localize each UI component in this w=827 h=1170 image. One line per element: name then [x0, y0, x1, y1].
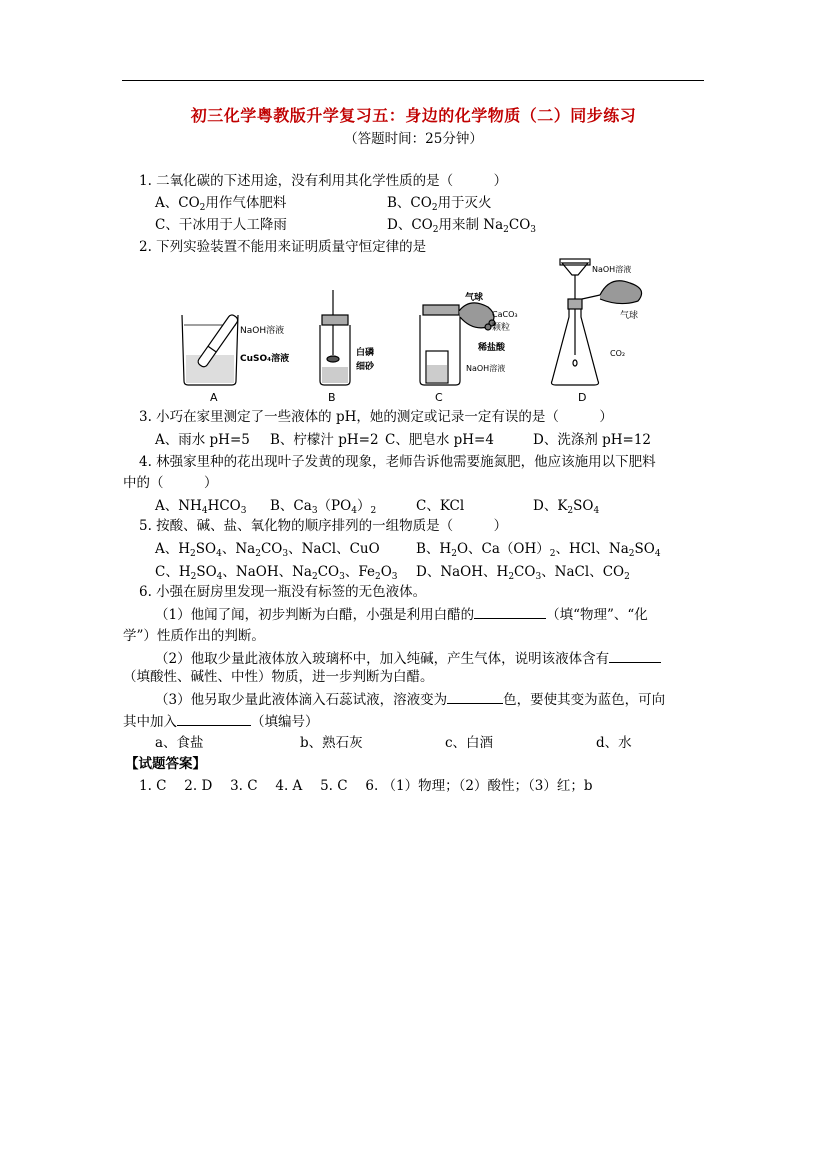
q5-option-d: D、NaOH、$H_2CO_3$、NaCl、$CO_2$ [416, 564, 630, 582]
q3-option-a: A、雨水 pH=5 [155, 432, 250, 448]
q1-option-d: D、$CO_2$用来制 $Na_2CO_3$ [387, 217, 536, 235]
answer-time: （答题时间：25分钟） [344, 131, 483, 147]
q6-option-a: a、食盐 [155, 735, 204, 751]
label-b: B [328, 391, 336, 404]
q4-option-d: D、$K_2SO_4$ [533, 498, 600, 516]
apparatus-d [552, 259, 642, 385]
top-rule [122, 80, 704, 81]
q5-option-b: B、$H_2O$、$Ca(OH)_2$、HCl、$Na_2SO_4$ [416, 541, 661, 559]
q3-option-b: B、柠檬汁 pH=2 [270, 432, 379, 448]
q6-part-1: （1）他闻了闻，初步判断为白醋，小强是利用白醋的 （填“物理”、“化 [155, 607, 648, 623]
answers-heading: 【试题答案】 [125, 756, 206, 772]
q3-option-c: C、肥皂水 pH=4 [385, 432, 494, 448]
label-b-sand: 细砂 [356, 362, 375, 372]
label-c-caco3: CaCO₃ [492, 310, 518, 319]
q1-stem: 1. 二氧化碳的下述用途，没有利用其化学性质的是（ ） [139, 173, 508, 189]
apparatus-b [320, 290, 350, 385]
q6-part-3: （3）他另取少量此液体滴入石蕊试液，溶液变为 色，要使其变为蓝色，可向 [155, 692, 666, 708]
answer-blank-3[interactable] [447, 690, 503, 704]
label-a: A [210, 391, 218, 404]
answer-blank-4[interactable] [177, 712, 251, 726]
q5-option-a: A、$H_2SO_4$、$Na_2CO_3$、NaCl、CuO [155, 541, 380, 559]
q6-stem: 6. 小强在厨房里发现一瓶没有标签的无色液体。 [139, 584, 427, 600]
label-c: C [435, 391, 443, 404]
label-c-grain: 颗粒 [492, 323, 511, 333]
q2-stem: 2. 下列实验装置不能用来证明质量守恒定律的是 [139, 239, 427, 255]
q4-option-c: C、KCl [416, 498, 465, 514]
apparatus-a [182, 313, 239, 385]
q4-stem-2: 中的（ ） [123, 475, 218, 491]
label-b-phosphorus: 白磷 [356, 348, 375, 358]
label-a-naoh: NaOH溶液 [240, 326, 285, 336]
q6-option-c: c、白酒 [445, 735, 494, 751]
answer-blank-2[interactable] [609, 649, 661, 663]
page-title: 初三化学粤教版升学复习五：身边的化学物质（二）同步练习 [190, 106, 637, 125]
q6-option-d: d、水 [596, 735, 632, 751]
q1-option-c: C、干冰用于人工降雨 [155, 217, 287, 233]
answers-text: 1. C 2. D 3. C 4. A 5. C 6. （1）物理；（2）酸性；（3）红；b [139, 778, 593, 794]
q2-apparatus-figure [170, 255, 650, 405]
q6-part-2: （2）他取少量此液体放入玻璃杯中，加入纯碱，产生气体，说明该液体含有 [155, 649, 661, 668]
label-d-naoh: NaOH溶液 [592, 265, 632, 274]
q6-option-b: b、熟石灰 [300, 735, 363, 751]
q1-option-a: A、$CO_2$用作气体肥料 [155, 195, 287, 213]
q1-option-b: B、$CO_2$用于灭火 [387, 195, 492, 213]
answer-blank-1[interactable] [474, 605, 546, 619]
q6-part-3-cont: 其中加入 （填编号） [123, 714, 319, 730]
label-c-hcl: 稀盐酸 [478, 343, 506, 353]
q4-option-a: A、$NH_4HCO_3$ [155, 498, 247, 516]
q5-option-c: C、$H_2SO_4$、NaOH、$Na_2CO_3$、$Fe_2O_3$ [155, 564, 398, 582]
label-c-naoh: NaOH溶液 [466, 364, 506, 373]
label-d-balloon: 气球 [620, 311, 639, 321]
label-a-cuso4: CuSO₄溶液 [240, 354, 290, 364]
label-d: D [578, 391, 587, 404]
q5-stem: 5. 按酸、碱、盐、氧化物的顺序排列的一组物质是（ ） [139, 518, 508, 534]
q3-option-d: D、洗涤剂 pH=12 [533, 432, 652, 448]
q3-stem: 3. 小巧在家里测定了一些液体的 pH，她的测定或记录一定有误的是（ ） [139, 409, 613, 425]
q6-part-1-cont: 学”）性质作出的判断。 [123, 628, 265, 644]
q4-option-b: B、$Ca_3(PO_4)_2$ [270, 498, 377, 516]
label-c-balloon: 气球 [465, 293, 484, 303]
q6-part-2-cont: （填酸性、碱性、中性）物质，进一步判断为白醋。 [123, 669, 434, 685]
label-d-co2: CO₂ [610, 349, 626, 358]
q4-stem-1: 4. 林强家里种的花出现叶子发黄的现象，老师告诉他需要施氮肥，他应该施用以下肥料 [139, 454, 656, 470]
